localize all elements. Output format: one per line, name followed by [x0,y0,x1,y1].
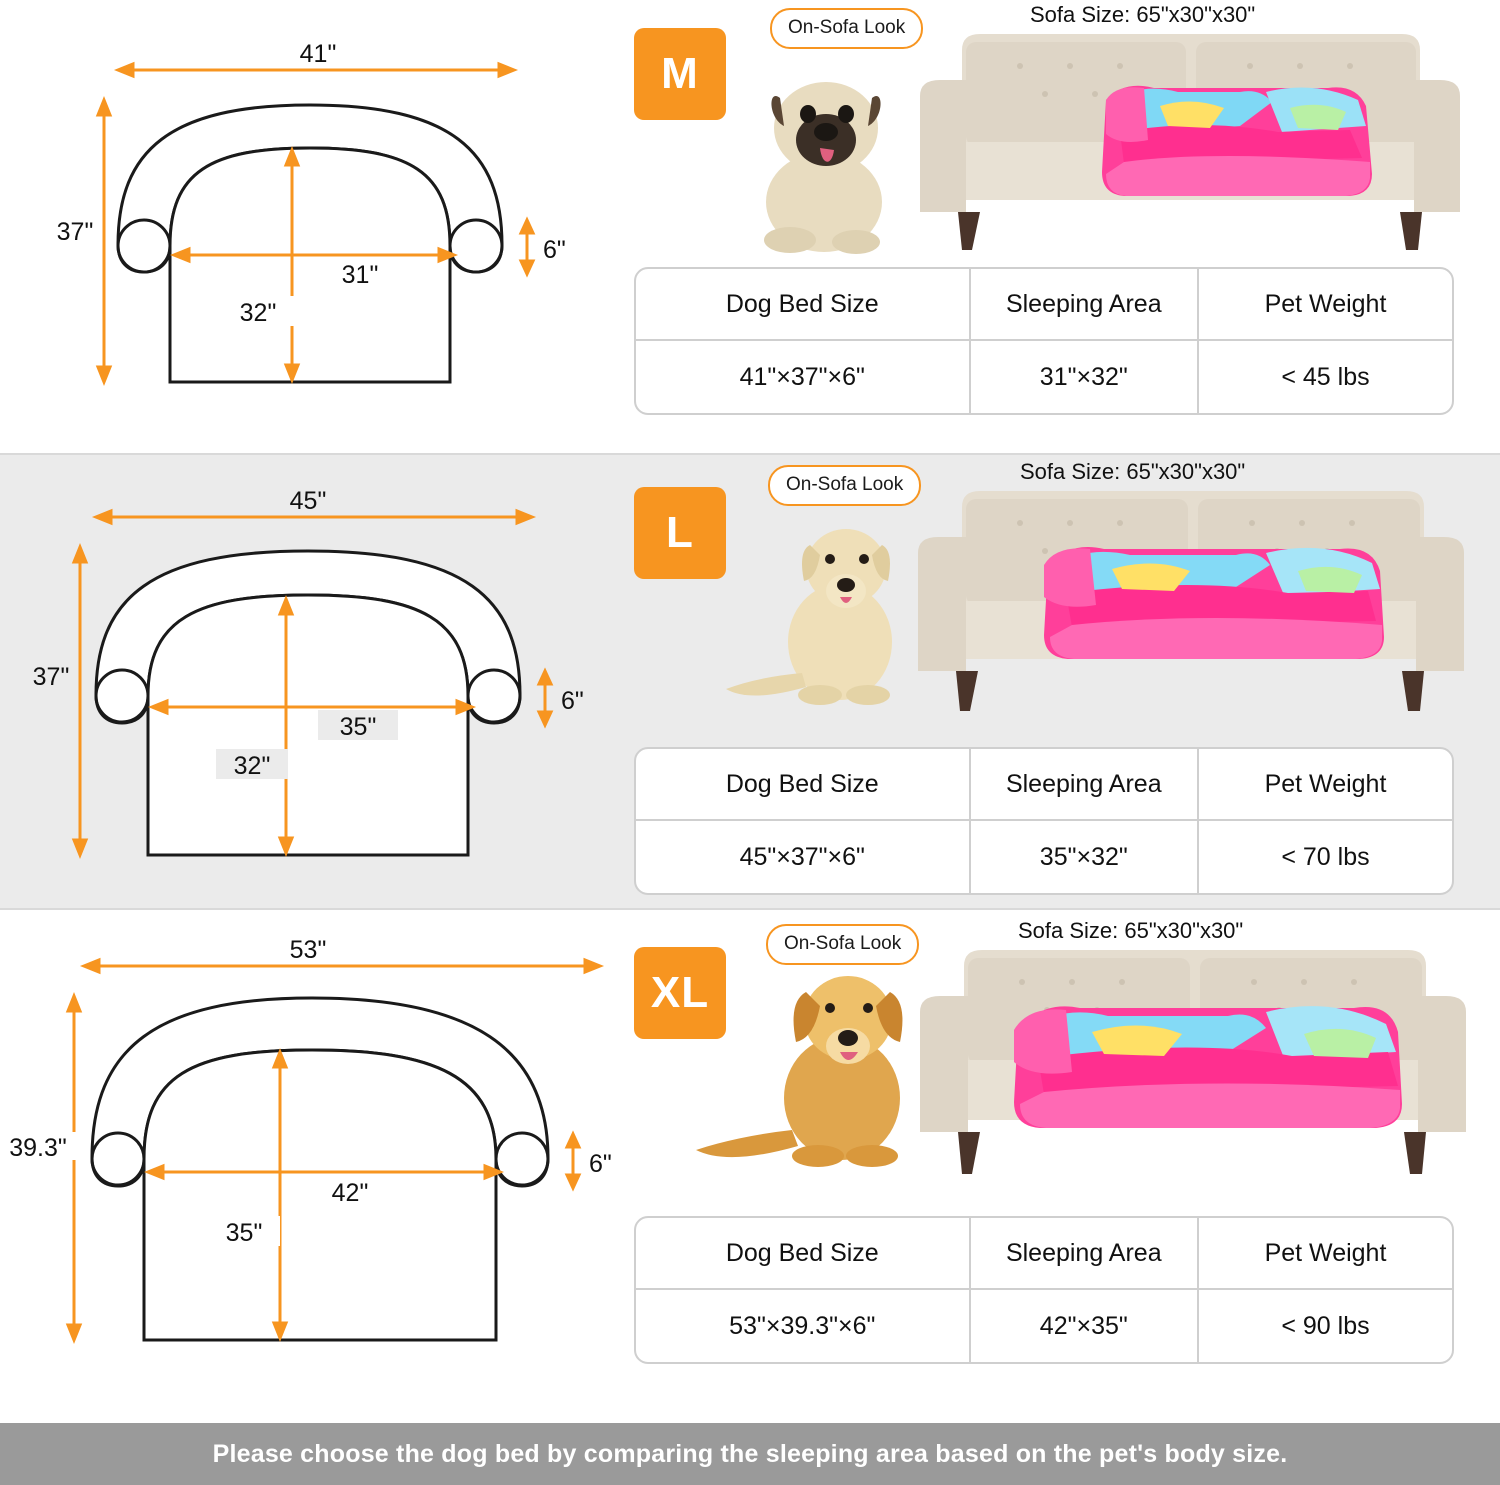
header-bed-size: Dog Bed Size [636,1218,971,1288]
on-sofa-look-chip-xl: On-Sofa Look [766,924,919,965]
sofa-size-label-xl: Sofa Size: 65"x30"x30" [1018,918,1244,943]
footer-note: Please choose the dog bed by comparing the sleeping area based on the pet's body size. [0,1423,1500,1485]
dim-width-xl: 53" [289,936,327,964]
dim-inner-width-l: 35" [339,713,377,741]
header-bed-size: Dog Bed Size [636,749,971,819]
row-right-m [620,0,1500,455]
bed-diagram-xl [0,910,620,1365]
dog-photo-m [728,62,928,257]
cell-sleeping-area: 42"×35" [971,1290,1199,1362]
spec-table-l [634,747,1454,895]
sofa-with-bed-m [910,22,1470,258]
row-right-l [620,455,1500,910]
cell-sleeping-area: 35"×32" [971,821,1199,893]
size-badge-xl: XL [634,947,726,1039]
dim-inner-depth-m: 32" [239,299,277,327]
header-sleeping-area: Sleeping Area [971,1218,1199,1288]
dim-width-m: 41" [299,40,337,68]
header-pet-weight: Pet Weight [1264,289,1387,318]
dim-height-l: 37" [32,663,70,691]
size-row-l [0,455,1500,910]
dim-height-xl: 39.3" [9,1134,67,1162]
sofa-with-bed-l [906,479,1476,719]
dim-width-l: 45" [289,487,327,515]
table-row [636,341,1452,413]
on-sofa-look-chip-l: On-Sofa Look [768,465,921,506]
dim-bolster-m: 6" [543,236,566,264]
dim-inner-depth-xl: 35" [225,1219,263,1247]
dim-bolster-l: 6" [561,687,584,715]
cell-sleeping-area: 31"×32" [971,341,1199,413]
cell-pet-weight: < 45 lbs [1281,362,1370,391]
cell-bed-size: 45"×37"×6" [636,821,971,893]
header-pet-weight: Pet Weight [1264,769,1387,798]
row-right-xl [620,910,1500,1423]
dim-inner-width-m: 31" [341,261,379,289]
header-sleeping-area: Sleeping Area [971,269,1199,339]
table-header-row [636,269,1452,341]
bed-diagram-l [0,455,620,910]
header-bed-size: Dog Bed Size [636,269,971,339]
table-header-row [636,1218,1452,1290]
table-header-row [636,749,1452,821]
table-row [636,1290,1452,1362]
dim-inner-width-xl: 42" [331,1179,369,1207]
on-sofa-look-chip-m: On-Sofa Look [770,8,923,49]
cell-bed-size: 53"×39.3"×6" [636,1290,971,1362]
size-row-m [0,0,1500,455]
dim-height-m: 37" [56,218,94,246]
dim-bolster-xl: 6" [589,1150,612,1178]
header-sleeping-area: Sleeping Area [971,749,1199,819]
size-badge-m: M [634,28,726,120]
sofa-size-label-l: Sofa Size: 65"x30"x30" [1020,459,1246,484]
sofa-size-label-m: Sofa Size: 65"x30"x30" [1030,2,1256,27]
spec-table-xl [634,1216,1454,1364]
table-row [636,821,1452,893]
sofa-with-bed-xl [908,938,1478,1182]
header-pet-weight: Pet Weight [1264,1238,1387,1267]
size-row-xl [0,910,1500,1423]
cell-pet-weight: < 70 lbs [1281,842,1370,871]
dim-inner-depth-l: 32" [233,752,271,780]
bed-diagram-m [0,0,620,455]
size-badge-l: L [634,487,726,579]
spec-table-m [634,267,1454,415]
cell-pet-weight: < 90 lbs [1281,1311,1370,1340]
cell-bed-size: 41"×37"×6" [636,341,971,413]
